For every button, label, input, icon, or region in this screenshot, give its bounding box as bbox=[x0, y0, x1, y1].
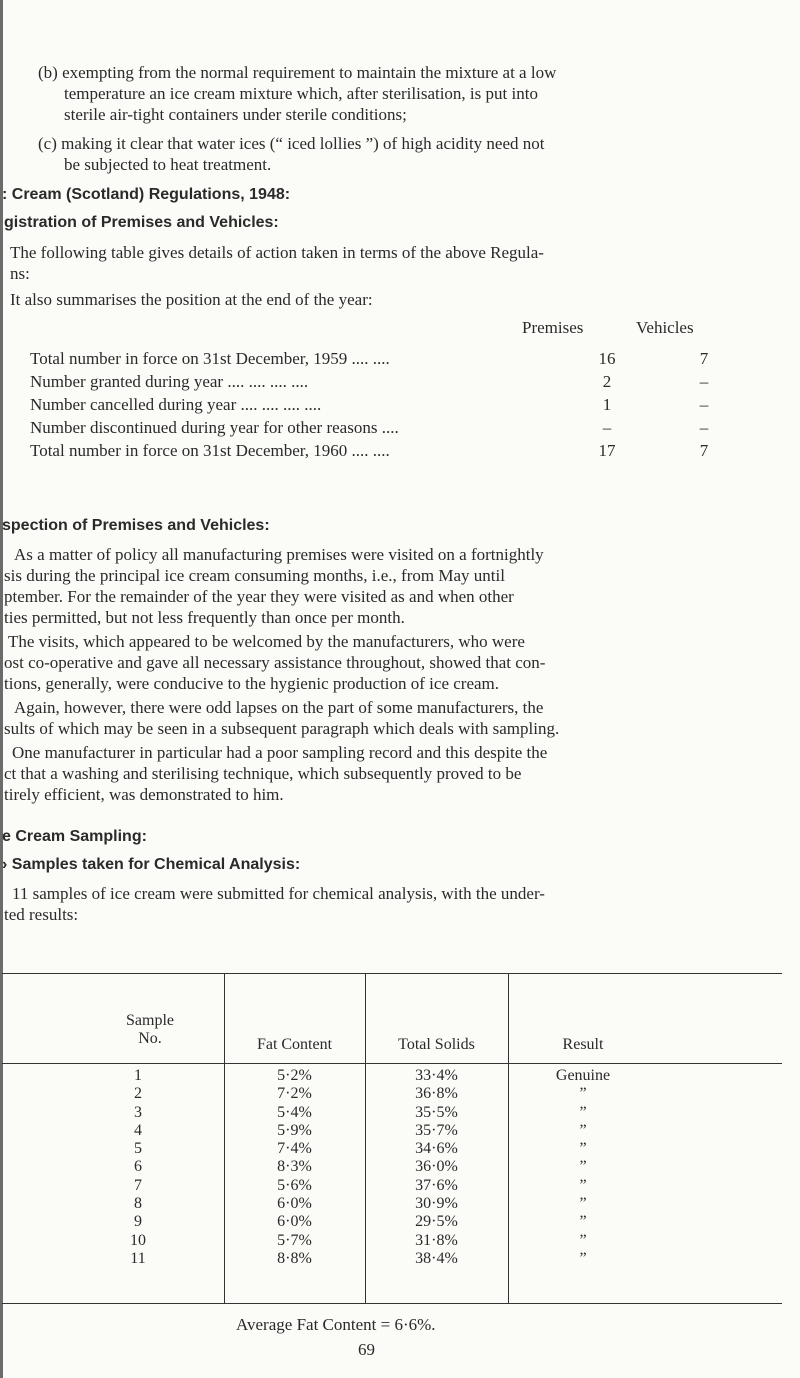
inspection-line: tions, generally, were conducive to the hygienic production of ice cream. bbox=[4, 674, 500, 693]
inspection-heading: spection of Premises and Vehicles: bbox=[2, 517, 270, 534]
regulations-heading: : Cream (Scotland) Regulations, 1948: bbox=[2, 186, 291, 203]
fat-content-value: 5·2% bbox=[277, 1067, 312, 1084]
summary-row-premises: 16 bbox=[598, 349, 616, 368]
summary-row-vehicles: 7 bbox=[699, 349, 709, 368]
sample-number: 7 bbox=[134, 1176, 142, 1194]
header-total-solids: Total Solids bbox=[398, 1036, 475, 1053]
sampling-heading: e Cream Sampling: bbox=[2, 828, 147, 845]
total-solids-value: 35·7% bbox=[415, 1121, 458, 1139]
summary-row-label: Total number in force on 31st December, 1960 .... .... bbox=[30, 441, 390, 460]
sample-number: 11 bbox=[130, 1249, 146, 1267]
page-number: 69 bbox=[358, 1340, 375, 1359]
total-solids-value: 29·5% bbox=[415, 1213, 458, 1231]
total-solids-value: 36·0% bbox=[415, 1158, 458, 1176]
sample-number: 9 bbox=[134, 1213, 142, 1231]
fat-content-column bbox=[224, 1067, 365, 1268]
registration-text-line-2: ns: bbox=[10, 264, 30, 283]
sample-number: 10 bbox=[130, 1231, 146, 1249]
total-solids-value: 34·6% bbox=[415, 1140, 458, 1158]
summary-row-premises: 1 bbox=[602, 395, 612, 414]
summary-row-premises: 17 bbox=[598, 441, 616, 460]
summary-row-label: Number granted during year .... .... .... .... bbox=[30, 372, 309, 391]
header-fat-content: Fat Content bbox=[256, 1036, 333, 1053]
sample-number: 2 bbox=[134, 1085, 142, 1103]
sample-number: 6 bbox=[134, 1158, 142, 1176]
sample-number: 3 bbox=[134, 1103, 142, 1121]
table-bottom-rule bbox=[2, 1303, 782, 1304]
header-result: Result bbox=[562, 1036, 604, 1053]
item-b-line-2: temperature an ice cream mixture which, after sterilisation, is put into bbox=[64, 84, 538, 103]
result-column bbox=[508, 1067, 658, 1268]
total-solids-value: 30·9% bbox=[415, 1195, 458, 1213]
fat-content-value: 7·4% bbox=[277, 1140, 312, 1158]
summary-row-label: Number discontinued during year for other reasons .... bbox=[30, 418, 399, 437]
average-fat-content: Average Fat Content = 6·6%. bbox=[236, 1315, 436, 1334]
result-value: ” bbox=[579, 1231, 587, 1249]
sample-number: 1 bbox=[134, 1067, 142, 1084]
inspection-line: One manufacturer in particular had a poor sampling record and this despite the bbox=[12, 743, 548, 762]
result-value: ” bbox=[579, 1085, 587, 1103]
header-sample: Sample bbox=[126, 1012, 174, 1029]
sample-number: 4 bbox=[134, 1121, 142, 1139]
fat-content-value: 5·7% bbox=[277, 1231, 312, 1249]
registration-text-line-3: It also summarises the position at the end of the year: bbox=[10, 290, 373, 309]
total-solids-value: 37·6% bbox=[415, 1176, 458, 1194]
table-top-rule bbox=[2, 973, 782, 974]
summary-row-vehicles: – bbox=[699, 395, 709, 414]
fat-content-value: 8·3% bbox=[277, 1158, 312, 1176]
fat-content-value: 5·4% bbox=[277, 1103, 312, 1121]
header-sample-no: No. bbox=[138, 1030, 162, 1047]
sample-number: 5 bbox=[134, 1140, 142, 1158]
result-value: ” bbox=[579, 1140, 587, 1158]
fat-content-value: 6·0% bbox=[277, 1195, 312, 1213]
chemical-text-line-1: 11 samples of ice cream were submitted for chemical analysis, with the under- bbox=[12, 884, 545, 903]
sample-number: 8 bbox=[134, 1195, 142, 1213]
registration-heading: gistration of Premises and Vehicles: bbox=[4, 214, 279, 231]
summary-row-premises: 2 bbox=[602, 372, 612, 391]
sample-number-column bbox=[120, 1067, 156, 1268]
item-c-line-2: be subjected to heat treatment. bbox=[64, 155, 272, 174]
vehicles-header: Vehicles bbox=[636, 318, 694, 337]
fat-content-value: 8·8% bbox=[277, 1249, 312, 1267]
inspection-line: ptember. For the remainder of the year they were visited as and when other bbox=[4, 587, 514, 606]
total-solids-value: 33·4% bbox=[415, 1067, 458, 1084]
chemical-analysis-heading: › Samples taken for Chemical Analysis: bbox=[2, 856, 301, 873]
inspection-line: ties permitted, but not less frequently than once per month. bbox=[4, 608, 405, 627]
total-solids-value: 35·5% bbox=[415, 1103, 458, 1121]
inspection-line: As a matter of policy all manufacturing premises were visited on a fortnightly bbox=[14, 545, 544, 564]
result-value: ” bbox=[579, 1176, 587, 1194]
result-value: ” bbox=[579, 1121, 587, 1139]
result-value: ” bbox=[579, 1249, 587, 1267]
total-solids-value: 36·8% bbox=[415, 1085, 458, 1103]
inspection-line: ct that a washing and sterilising technique, which subsequently proved to be bbox=[4, 764, 522, 783]
inspection-line: ost co-operative and gave all necessary assistance throughout, showed that con- bbox=[4, 653, 546, 672]
summary-row-vehicles: 7 bbox=[699, 441, 709, 460]
result-value: ” bbox=[579, 1158, 587, 1176]
inspection-line: sults of which may be seen in a subsequent paragraph which deals with sampling. bbox=[4, 719, 560, 738]
item-c-line-1: (c) making it clear that water ices (“ iced lollies ”) of high acidity need not bbox=[38, 134, 545, 153]
fat-content-value: 5·6% bbox=[277, 1176, 312, 1194]
registration-text-line-1: The following table gives details of action taken in terms of the above Regula- bbox=[10, 243, 544, 262]
inspection-line: sis during the principal ice cream consuming months, i.e., from May until bbox=[4, 566, 505, 585]
result-value: ” bbox=[579, 1195, 587, 1213]
total-solids-value: 31·8% bbox=[415, 1231, 458, 1249]
table-header-rule bbox=[2, 1063, 782, 1064]
summary-row-label: Total number in force on 31st December, 1959 .... .... bbox=[30, 349, 390, 368]
item-b-line-1: (b) exempting from the normal requirement to maintain the mixture at a low bbox=[38, 63, 557, 82]
summary-row-label: Number cancelled during year .... .... .... .... bbox=[30, 395, 322, 414]
result-value: ” bbox=[579, 1213, 587, 1231]
inspection-line: Again, however, there were odd lapses on the part of some manufacturers, the bbox=[14, 698, 544, 717]
page-edge bbox=[0, 0, 3, 1378]
fat-content-value: 5·9% bbox=[277, 1121, 312, 1139]
total-solids-value: 38·4% bbox=[415, 1249, 458, 1267]
result-value: Genuine bbox=[555, 1067, 611, 1084]
chemical-text-line-2: ted results: bbox=[4, 905, 79, 924]
fat-content-value: 6·0% bbox=[277, 1213, 312, 1231]
summary-row-premises: – bbox=[602, 418, 612, 437]
premises-header: Premises bbox=[522, 318, 584, 337]
summary-row-vehicles: – bbox=[699, 372, 709, 391]
fat-content-value: 7·2% bbox=[277, 1085, 312, 1103]
inspection-line: The visits, which appeared to be welcomed by the manufacturers, who were bbox=[8, 632, 525, 651]
inspection-line: tirely efficient, was demonstrated to him. bbox=[4, 785, 284, 804]
total-solids-column bbox=[365, 1067, 508, 1268]
summary-row-vehicles: – bbox=[699, 418, 709, 437]
result-value: ” bbox=[579, 1103, 587, 1121]
item-b-line-3: sterile air-tight containers under sterile conditions; bbox=[64, 105, 407, 124]
